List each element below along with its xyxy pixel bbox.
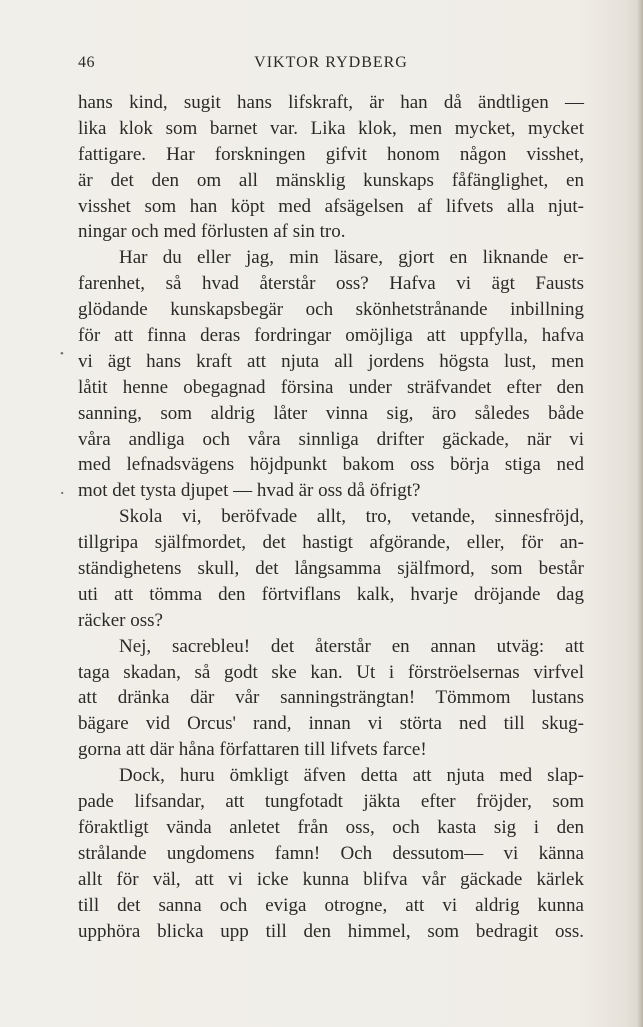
text-line: farenhet, så hvad återstår oss? Hafva vi ägt Fausts: [78, 273, 584, 295]
text-line: är det den om all mänsklig kunskaps fåfänglighet, en: [78, 169, 584, 191]
text-line: pade lifsandar, att tungfotadt jäkta efter fröjder, som: [78, 791, 584, 813]
text-line: visshet som han köpt med afsägelsen af lifvets alla njut-: [78, 195, 584, 217]
text-line: för att finna deras fordringar omöjliga att uppfylla, hafva: [78, 325, 584, 347]
text-line: allt för väl, att vi icke kunna blifva vår gäckade kärlek: [78, 868, 584, 890]
text-line: våra andliga och våra sinnliga drifter gäckade, när vi: [78, 428, 584, 450]
text-line: Nej, sacrebleu! det återstår en annan utväg: att: [119, 635, 584, 657]
text-line: Har du eller jag, min läsare, gjort en liknande er-: [119, 247, 584, 269]
text-line: räcker oss?: [78, 609, 163, 631]
running-head: VIKTOR RYDBERG: [254, 54, 408, 71]
text-line: uti att tömma den förtviflans kalk, hvarje dröjande dag: [78, 583, 584, 605]
text-line: lika klok som barnet var. Lika klok, men mycket, mycket: [78, 117, 584, 139]
text-line: mot det tysta djupet — hvad är oss då öfrigt?: [78, 480, 421, 502]
body-text: [78, 90, 584, 944]
page-edge: [638, 0, 643, 1027]
page-number: 46: [78, 54, 95, 71]
text-line: hans kind, sugit hans lifskraft, är han då ändtligen —: [78, 92, 584, 113]
text-line: gorna att där håna författaren till lifvets farce!: [78, 739, 427, 761]
text-line: glödande kunskapsbegär och skönhetstrånande inbillning: [78, 299, 584, 321]
text-line: vi ägt hans kraft att njuta all jordens högsta lust, men: [78, 350, 584, 372]
text-line: ständighetens skull, det långsamma själfmord, som består: [78, 558, 584, 580]
text-line: att dränka där vår sanningsträngtan! Tömmom lustans: [78, 687, 584, 709]
text-line: taga skadan, så godt ske kan. Ut i förströelsernas virfvel: [78, 661, 584, 683]
text-line: låtit henne obegagnad försina under sträfvandet efter den: [78, 376, 584, 398]
text-line: med lefnadsvägens höjdpunkt bakom oss börja stiga ned: [78, 454, 584, 476]
page-header: [78, 54, 584, 74]
text-line: till det sanna och eviga otrogne, att vi aldrig kunna: [78, 894, 584, 916]
text-line: sanning, som aldrig låter vinna sig, äro således både: [78, 402, 584, 424]
text-line: ningar och med förlusten af sin tro.: [78, 221, 346, 243]
text-line: Skola vi, beröfvade allt, tro, vetande, sinnesfröjd,: [119, 506, 584, 528]
text-line: tillgripa själfmordet, det hastigt afgörande, eller, för an-: [78, 532, 584, 554]
margin-mark: .: [60, 478, 65, 498]
text-line: föraktligt vända anletet från oss, och kasta sig i den: [78, 816, 584, 838]
text-line: Dock, huru ömkligt äfven detta att njuta med slap-: [119, 765, 584, 787]
text-line: upphöra blicka upp till den himmel, som bedragit oss.: [78, 920, 584, 942]
text-line: bägare vid Orcus' rand, innan vi störta ned till skug-: [78, 713, 584, 735]
text-line: fattigare. Har forskningen gifvit honom någon visshet,: [78, 143, 584, 165]
margin-mark: •: [60, 348, 64, 360]
text-line: strålande ungdomens famn! Och dessutom— vi känna: [78, 842, 584, 864]
